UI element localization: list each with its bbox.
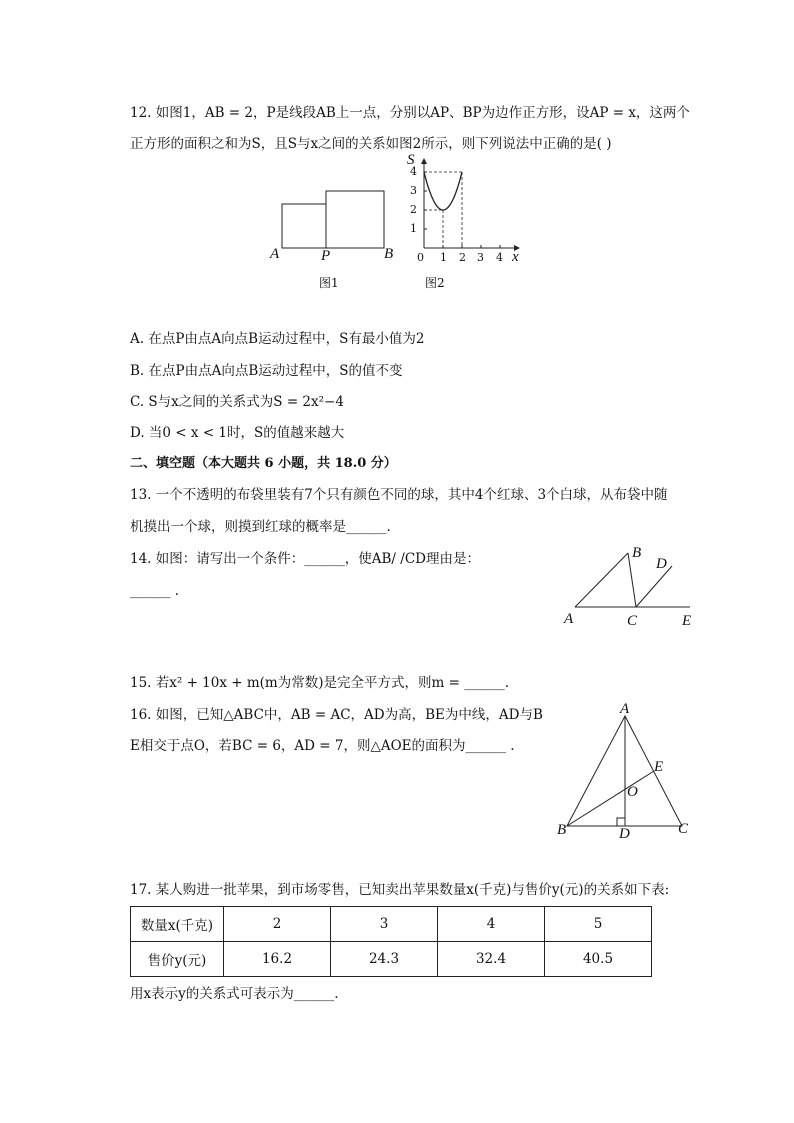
fig2-ylabel: S: [407, 152, 415, 168]
table-cell: 24.3: [331, 942, 438, 977]
q14-label-e: E: [682, 613, 692, 629]
s-curve: [424, 172, 462, 210]
table-row: [131, 942, 652, 977]
segment-ab: [575, 553, 628, 607]
q13-line2: 机摸出一个球，则摸到红球的概率是______.: [130, 519, 391, 535]
q16-label-o: O: [627, 784, 638, 800]
fig2-caption: 图2: [425, 276, 445, 290]
table-cell: 5: [545, 907, 652, 942]
fig2-xtick-2: 2: [459, 251, 466, 264]
q14-label-c: C: [627, 613, 638, 629]
table-cell: 数量x(千克): [131, 907, 224, 942]
q12-line1: 12. 如图1，AB = 2，P是线段AB上一点，分别以AP、BP为边作正方形，设AP = x，这两个: [130, 105, 690, 121]
fig2-xtick-4: 4: [496, 251, 503, 264]
q14-line2: ______ .: [130, 583, 180, 599]
q15-line1: 15. 若x² + 10x + m(m为常数)是完全平方式，则m = ______.: [130, 675, 509, 691]
q14-line1: 14. 如图：请写出一个条件：______，使AB/ /CD理由是：: [130, 551, 480, 567]
q16-label-e: E: [654, 759, 664, 775]
fig2-ytick-3: 3: [410, 184, 417, 197]
q12-option-d[interactable]: D. 当0 < x < 1时，S的值越来越大: [130, 425, 345, 441]
fig1-label-b: B: [384, 246, 394, 262]
q16-figure: [560, 712, 690, 832]
q13-line1: 13. 一个不透明的布袋里装有7个只有颜色不同的球，其中4个红球、3个白球，从布袋中随: [130, 487, 668, 503]
q12-option-a[interactable]: A. 在点P由点A向点B运动过程中，S有最小值为2: [130, 331, 425, 347]
q12-option-c[interactable]: C. S与x之间的关系式为S = 2x²−4: [130, 394, 344, 410]
q12-figure2-graph: [410, 158, 520, 258]
q17-line3: 用x表示y的关系式可表示为______.: [130, 986, 339, 1002]
q16-line2: E相交于点O，若BC = 6，AD = 7，则△AOE的面积为______ .: [130, 738, 515, 754]
q16-label-b: B: [557, 822, 567, 838]
q17-table: [130, 906, 652, 977]
median-be: [567, 771, 654, 826]
q14-label-b: B: [632, 545, 642, 561]
table-cell: 3: [331, 907, 438, 942]
section-heading: 二、填空题（本大题共 6 小题，共 18.0 分）: [130, 456, 397, 471]
fig2-xtick-3: 3: [477, 251, 484, 264]
fig2-ytick-4: 4: [410, 165, 417, 178]
table-cell: 32.4: [438, 942, 545, 977]
q16-line1: 16. 如图，已知△ABC中，AB = AC，AD为高，BE为中线，AD与B: [130, 707, 543, 723]
square-ap: [282, 204, 326, 248]
q12-option-b[interactable]: B. 在点P由点A向点B运动过程中，S的值不变: [130, 363, 403, 379]
table-cell: 售价y(元): [131, 942, 224, 977]
q17-line1: 17. 某人购进一批苹果，到市场零售，已知卖出苹果数量x(千克)与售价y(元)的关系如下表:: [130, 882, 670, 898]
fig1-caption: 图1: [319, 276, 339, 290]
q14-label-a: A: [564, 611, 574, 627]
q14-label-d: D: [656, 556, 667, 572]
square-pb: [326, 191, 384, 248]
fig2-xtick-1: 1: [440, 251, 447, 264]
fig2-ytick-2: 2: [410, 203, 417, 216]
y-axis-arrow: [421, 158, 427, 164]
table-row: [131, 907, 652, 942]
fig2-ytick-1: 1: [410, 222, 417, 235]
q16-label-c: C: [678, 821, 689, 837]
table-cell: 2: [224, 907, 331, 942]
q16-label-a: A: [620, 701, 630, 717]
q16-label-d: D: [619, 826, 630, 842]
table-cell: 4: [438, 907, 545, 942]
table-cell: 40.5: [545, 942, 652, 977]
fig2-xlabel: x: [512, 249, 519, 265]
table-cell: 16.2: [224, 942, 331, 977]
fig2-origin: 0: [417, 251, 424, 264]
q12-line2: 正方形的面积之和为S，且S与x之间的关系如图2所示，则下列说法中正确的是( ): [130, 136, 612, 152]
fig1-label-a: A: [270, 246, 280, 262]
fig1-label-p: P: [321, 248, 331, 264]
right-angle-mark: [617, 818, 625, 826]
